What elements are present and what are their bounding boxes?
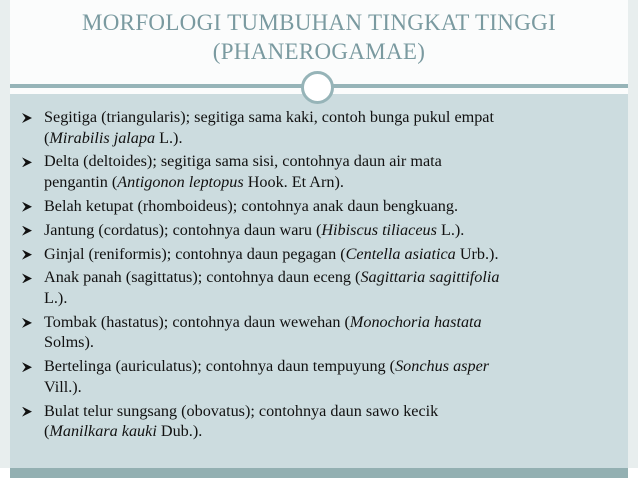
item-text: Belah ketupat (rhomboideus); contohnya anak daun bengkuang. xyxy=(44,196,459,215)
species-name: Hibiscus tiliaceus xyxy=(321,220,437,239)
item-text: Ginjal (reniformis); contohnya daun pegagan ( xyxy=(44,244,346,263)
left-margin xyxy=(0,0,10,468)
item-text: Delta (deltoides); segitiga sama sisi, contohnya daun air mata xyxy=(44,152,442,171)
bullet-arrow-icon xyxy=(22,318,32,328)
list-item xyxy=(22,356,612,397)
item-text: Urb.). xyxy=(455,244,499,263)
bullet-arrow-icon xyxy=(22,226,32,236)
bullet-arrow-icon xyxy=(22,157,32,167)
title-line-2: (PHANEROGAMAE) xyxy=(212,39,426,64)
bullet-arrow-icon xyxy=(22,113,32,123)
item-text: Solms). xyxy=(44,333,94,352)
item-text: Bulat telur sungsang (obovatus); contohnya daun sawo kecik xyxy=(44,401,439,420)
species-name: Manilkara kauki xyxy=(49,422,157,441)
item-text: Jantung (cordatus); contohnya daun waru ( xyxy=(44,220,322,239)
item-text: L.). xyxy=(155,128,183,147)
list-item xyxy=(22,267,612,308)
bullet-list xyxy=(22,107,612,445)
item-text: Dub.). xyxy=(156,422,203,441)
species-name: Sonchus asper xyxy=(395,357,490,376)
species-name: Monochoria hastata xyxy=(349,312,482,331)
item-text: pengantin ( xyxy=(44,172,118,191)
slide-title xyxy=(10,8,628,66)
right-margin xyxy=(628,0,638,468)
item-text: L.). xyxy=(436,220,465,239)
title-line-1: MORFOLOGI TUMBUHAN TINGKAT TINGGI xyxy=(82,10,556,35)
bullet-arrow-icon xyxy=(22,273,32,283)
circle-ornament-icon xyxy=(301,71,334,104)
species-name: Mirabilis jalapa xyxy=(49,128,156,147)
list-item xyxy=(22,151,612,192)
bottom-band xyxy=(10,468,628,478)
bullet-arrow-icon xyxy=(22,202,32,212)
species-name: Antigonon leptopus xyxy=(117,172,244,191)
bullet-arrow-icon xyxy=(22,250,32,260)
bullet-arrow-icon xyxy=(22,407,32,417)
item-text: Bertelinga (auriculatus); contohnya daun tempuyung ( xyxy=(44,357,396,376)
item-text: Hook. Et Arn). xyxy=(243,172,344,191)
bullet-arrow-icon xyxy=(22,362,32,372)
species-name: Centella asiatica xyxy=(345,244,456,263)
item-text: Segitiga (triangularis); segitiga sama kaki, contoh bunga pukul empat xyxy=(44,108,494,126)
item-text: Anak panah (sagittatus); contohnya daun eceng ( xyxy=(44,268,361,287)
species-name: Sagittaria sagittifolia xyxy=(360,268,500,287)
list-item xyxy=(22,196,612,217)
list-item xyxy=(22,312,612,353)
list-item xyxy=(22,244,612,265)
list-item xyxy=(22,401,612,442)
item-text: Tombak (hastatus); contohnya daun wewehan ( xyxy=(44,312,350,331)
item-text: Vill.). xyxy=(44,377,82,396)
item-text: ( xyxy=(44,128,50,147)
item-text: L.). xyxy=(44,288,68,307)
item-text: ( xyxy=(44,422,50,441)
list-item xyxy=(22,107,612,148)
list-item xyxy=(22,220,612,241)
